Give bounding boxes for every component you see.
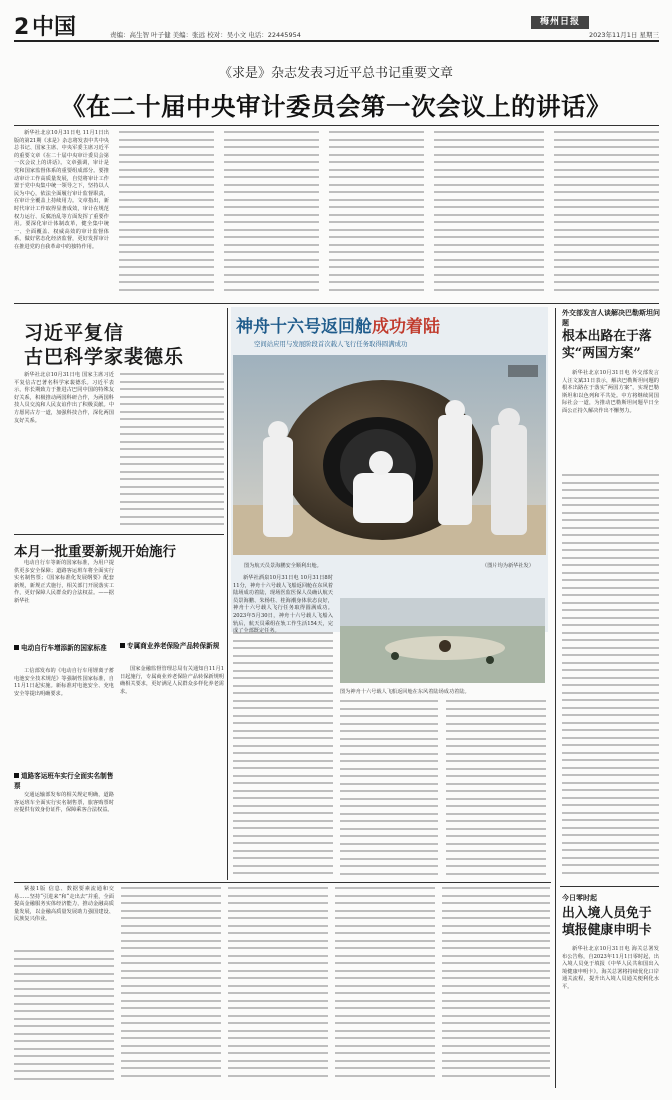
lead-body-col-6 (554, 131, 659, 299)
right-article-title: 根本出路在于落实“两国方案” (562, 329, 652, 361)
xi-letter-title-line1: 习近平复信 (24, 322, 125, 344)
masthead (14, 16, 659, 42)
photo-feature-body-col-3 (446, 700, 546, 882)
lead-headline: 《在二十届中央审计委员会第一次会议上的讲话》 (61, 92, 611, 121)
regulations-body-1 (14, 668, 114, 768)
lead-body-col-2 (119, 131, 214, 299)
continued-col-3 (228, 887, 328, 1091)
divider (560, 886, 659, 887)
photo-caption: 图为航天员景海鹏安全顺利出舱。 (244, 563, 322, 569)
regulations-intro (14, 560, 114, 638)
continued-col-4 (335, 887, 435, 1091)
lead-body-col-3 (224, 131, 319, 299)
divider (14, 125, 659, 126)
regulations-body-1-text: 工信部发布的《电动自行车用锂离子蓄电池安全技术规范》等强制性国家标准，自11月1日起实施。新标准对电池安全、充电安全等提出明确要求。 (14, 668, 114, 697)
right-article-body-cont (562, 474, 659, 886)
xi-letter-text: 新华社北京10月31日电 国家主席习近平复信古巴著名科学家裴德乐。习近平表示，你长期致力于推进古巴同中国的特殊友好关系，积极推动两国科研合作，为两国科技人员交流和人民友谊作出了积极贡献。中方愿同古方一道，加强科技合作，深化两国友好关系。 (14, 372, 114, 424)
page-number: 2 (14, 15, 30, 40)
issue-date: 2023年11月1日 星期三 (588, 31, 659, 39)
photo-feature-body-col-2 (340, 700, 438, 882)
subhead-text: 电动自行车增添新的国家标准 (21, 644, 107, 652)
column-divider (555, 308, 556, 1088)
divider (14, 534, 224, 535)
xi-letter-title-line2: 古巴科学家裴德乐 (24, 346, 185, 368)
capsule-landing-photo (233, 355, 546, 555)
right-article-text: 新华社北京10月31日电 外交部发言人汪文斌31日表示，解决巴勒斯坦问题的根本出路在于落实“两国方案”，实现巴勒斯坦和以色列和平共处。中方将继续同国际社会一道，为推动巴勒斯坦问题早日全面公正持久解决作出不懈努力。 (562, 370, 659, 414)
lead-body-text: 新华社北京10月31日电 11月1日出版的第21期《求是》杂志将发表中共中央总书记、国家主席、中央军委主席习近平的重要文章《在二十届中央审计委员会第一次会议上的讲话》。文章强调，审计是党和国家监督体系的重要组成部分。要推动审计工作高质量发展，自觉将审计工作置于党中央集中统一领导之下，坚持以人民为中心，依法全面履行审计监督职责，在审计全覆盖上持续用力。文章指出，新时代审计工作取得显著成效，审计在规范权力运行、反腐治乱等方面发挥了重要作用。要深化审计体制改革，健全集中统一、全面覆盖、权威高效的审计监督体系，做好常态化经济监督，更好发挥审计在推进党的自我革命中的独特作用。 (14, 130, 109, 250)
photo-feature-subtitle: 空间站应用与发展阶段首次载人飞行任务取得圆满成功 (254, 340, 408, 348)
right-article-2-kicker: 今日零时起 (562, 893, 597, 902)
square-bullet-icon (14, 645, 19, 650)
regulations-body-2 (14, 792, 114, 874)
regulations-subhead-3 (120, 640, 224, 650)
regulations-intro-text: 电动自行车等新的国家标准，为用户提供更多安全保障；道路客运班车将全面实行实名制售票；《国家标准化发展纲要》配套新规，新规正式施行，相关部门开展落实工作，更好保障人民群众的合法权益。——据新华社 (14, 560, 114, 604)
divider (14, 882, 551, 883)
right-article-2-body (562, 946, 659, 1091)
column-divider (227, 308, 228, 880)
regulations-subhead-1 (14, 642, 114, 652)
editor-credits: 责编：高生智 叶子健 美编：张远 校对：吴小文 电话：22445954 (110, 31, 301, 39)
lead-kicker: 《求是》杂志发表习近平总书记重要文章 (218, 66, 453, 81)
lead-body-col-5 (434, 131, 544, 299)
right-article-body (562, 370, 659, 470)
subhead-text: 专属商业养老保险产品转保新规 (127, 642, 220, 650)
section-title: 中国 (32, 15, 77, 40)
xi-letter-body (14, 372, 114, 532)
continued-col-2 (121, 887, 221, 1091)
square-bullet-icon (14, 773, 19, 778)
regulations-body-2-text: 交通运输部发布的相关规定明确，道路客运班车全面实行实名制售票，旅客购票时应提供有效身份证件，保障乘客合法权益。 (14, 792, 114, 814)
regulations-body-3-text: 国家金融监督管理总局有关通知自11月1日起施行，专属商业养老保险产品转保新规明确相关要求，更好满足人民群众多样化养老需求。 (120, 666, 224, 695)
photo-feature-body-col-1 (233, 632, 333, 882)
title-plain: 神舟十六号返回舱 (236, 317, 372, 337)
right-article-2-text: 新华社北京10月31日电 海关总署发布公告称，自2023年11月1日零时起，出入境人员免于填报《中华人民共和国出入境健康申明卡》。海关总署将持续优化口岸通关流程，提升出入境人员通关便利化水平。 (562, 946, 659, 990)
small-photo-caption: 图为神舟十六号载人飞船返回舱在东风着陆场成功着陆。 (340, 689, 470, 695)
lead-body-col-1 (14, 130, 109, 298)
continued-col-1 (14, 950, 114, 1090)
continued-article (14, 886, 114, 946)
lead-body-col-4 (329, 131, 424, 299)
right-article-kicker: 外交部发言人谈解决巴勒斯坦问题 (562, 308, 660, 327)
photo-feature-lead (233, 575, 333, 625)
regulations-title: 本月一批重要新规开始施行 (14, 544, 176, 560)
landing-site-photo (340, 598, 545, 683)
regulations-subhead-2 (14, 770, 114, 790)
newspaper-logo: 梅州日报 (531, 16, 589, 29)
continued-col-5 (442, 887, 550, 1091)
title-highlight: 成功着陆 (372, 317, 440, 337)
divider (14, 303, 659, 304)
right-article-2-title: 出入境人员免于填报健康申明卡 (562, 906, 652, 938)
photo-feature-text: 新华社酒泉10月31日电 10月31日8时11分，神舟十六号载人飞船返回舱在东风着陆场成功着陆，现场医监医保人员确认航天员景海鹏、朱杨柱、桂海潮身体状态良好，神舟十六号载人飞行任务取得圆满成功。2023年5月30日，神舟十六号载人飞船入轨后，航天员乘组在轨工作生活154天，完 (233, 575, 333, 627)
subhead-text: 道路客运班车实行全面实名制售票 (14, 772, 114, 790)
xi-letter-body-col-2 (120, 373, 224, 533)
regulations-body-3 (120, 666, 224, 874)
continued-article-text: 紧接1版 信息、数据要素流通和交易……坚持“引进来”和“走出去”并重，全面提高金融服务实体经济能力，推动金融高质量发展，以金融高质量发展助力强国建设、民族复兴伟业。 (14, 886, 114, 923)
photo-feature-title (236, 312, 440, 337)
photo-credit: （图片均为新华社发） (482, 563, 534, 569)
square-bullet-icon (120, 643, 125, 648)
